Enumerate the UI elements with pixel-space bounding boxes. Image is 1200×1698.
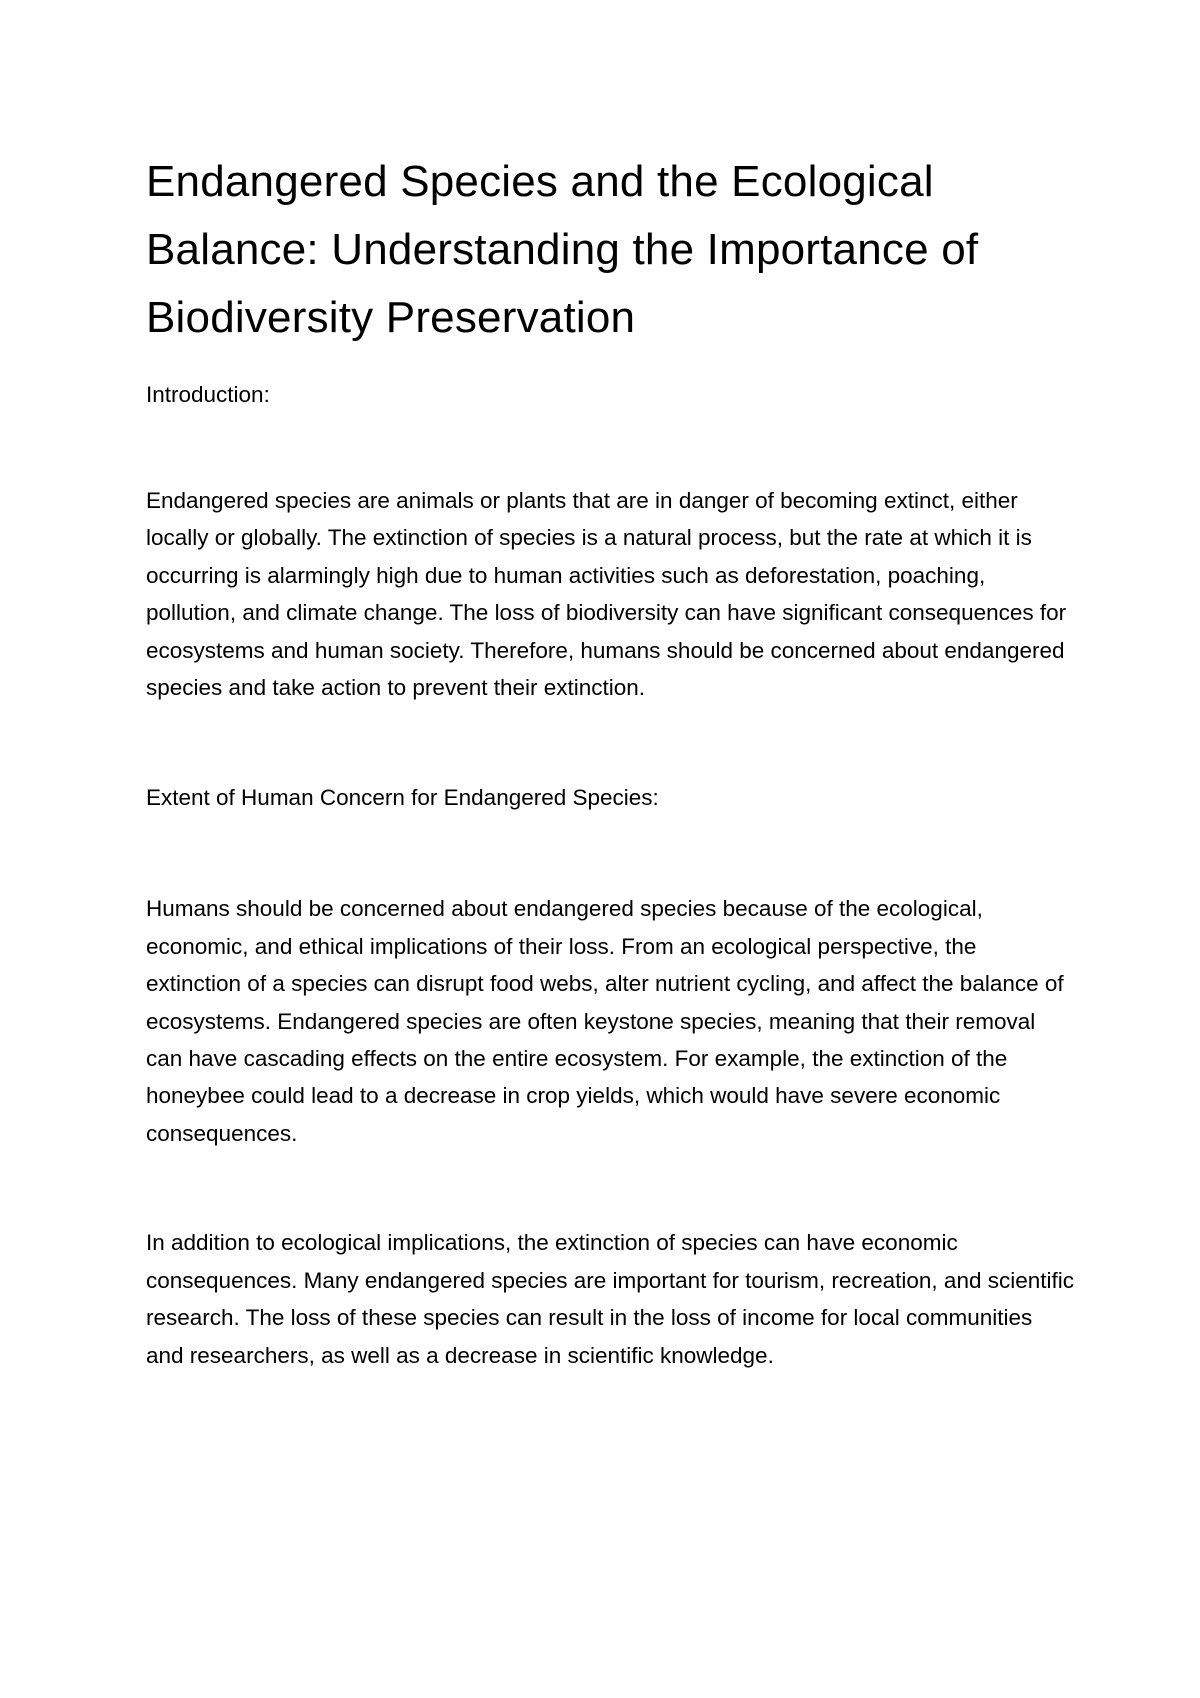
- paragraph-introduction: Endangered species are animals or plants that are in danger of becoming extinct, either locally or globally. The extinction of species is a natural process, but the rate at which it is occurring is alarmingly high due to human activities such as deforestation, poaching, pollution, and climate change. The loss of biodiversity can have significant consequences for ecosystems and human society. Therefore, humans should be concerned about endangered species and take action to prevent their extinction.: [146, 488, 1067, 701]
- section-heading-human-concern: Extent of Human Concern for Endangered Species:: [146, 785, 659, 811]
- paragraph-human-concern-1: Humans should be concerned about endangered species because of the ecological, economic, and ethical implications of their loss. From an ecological perspective, the extinction of a species can disrupt food webs, alter nutrient cycling, and affect the balance of ecosystems. Endangered species are often keystone species, meaning that their removal can have cascading effects on the entire ecosystem. For example, the extinction of the honeybee could lead to a decrease in crop yields, which would have severe economic consequences.: [146, 896, 1064, 1146]
- document-title: Endangered Species and the Ecological Balance: Understanding the Importance of Biodiversity Preservation: [146, 157, 979, 342]
- document-body: [146, 148, 1076, 1374]
- paragraph-human-concern-2: In addition to ecological implications, the extinction of species can have economic consequences. Many endangered species are important for tourism, recreation, and scientific research. The loss of these species can result in the loss of income for local communities and researchers, as well as a decrease in scientific knowledge.: [146, 1230, 1074, 1368]
- section-heading-introduction: Introduction:: [146, 382, 270, 407]
